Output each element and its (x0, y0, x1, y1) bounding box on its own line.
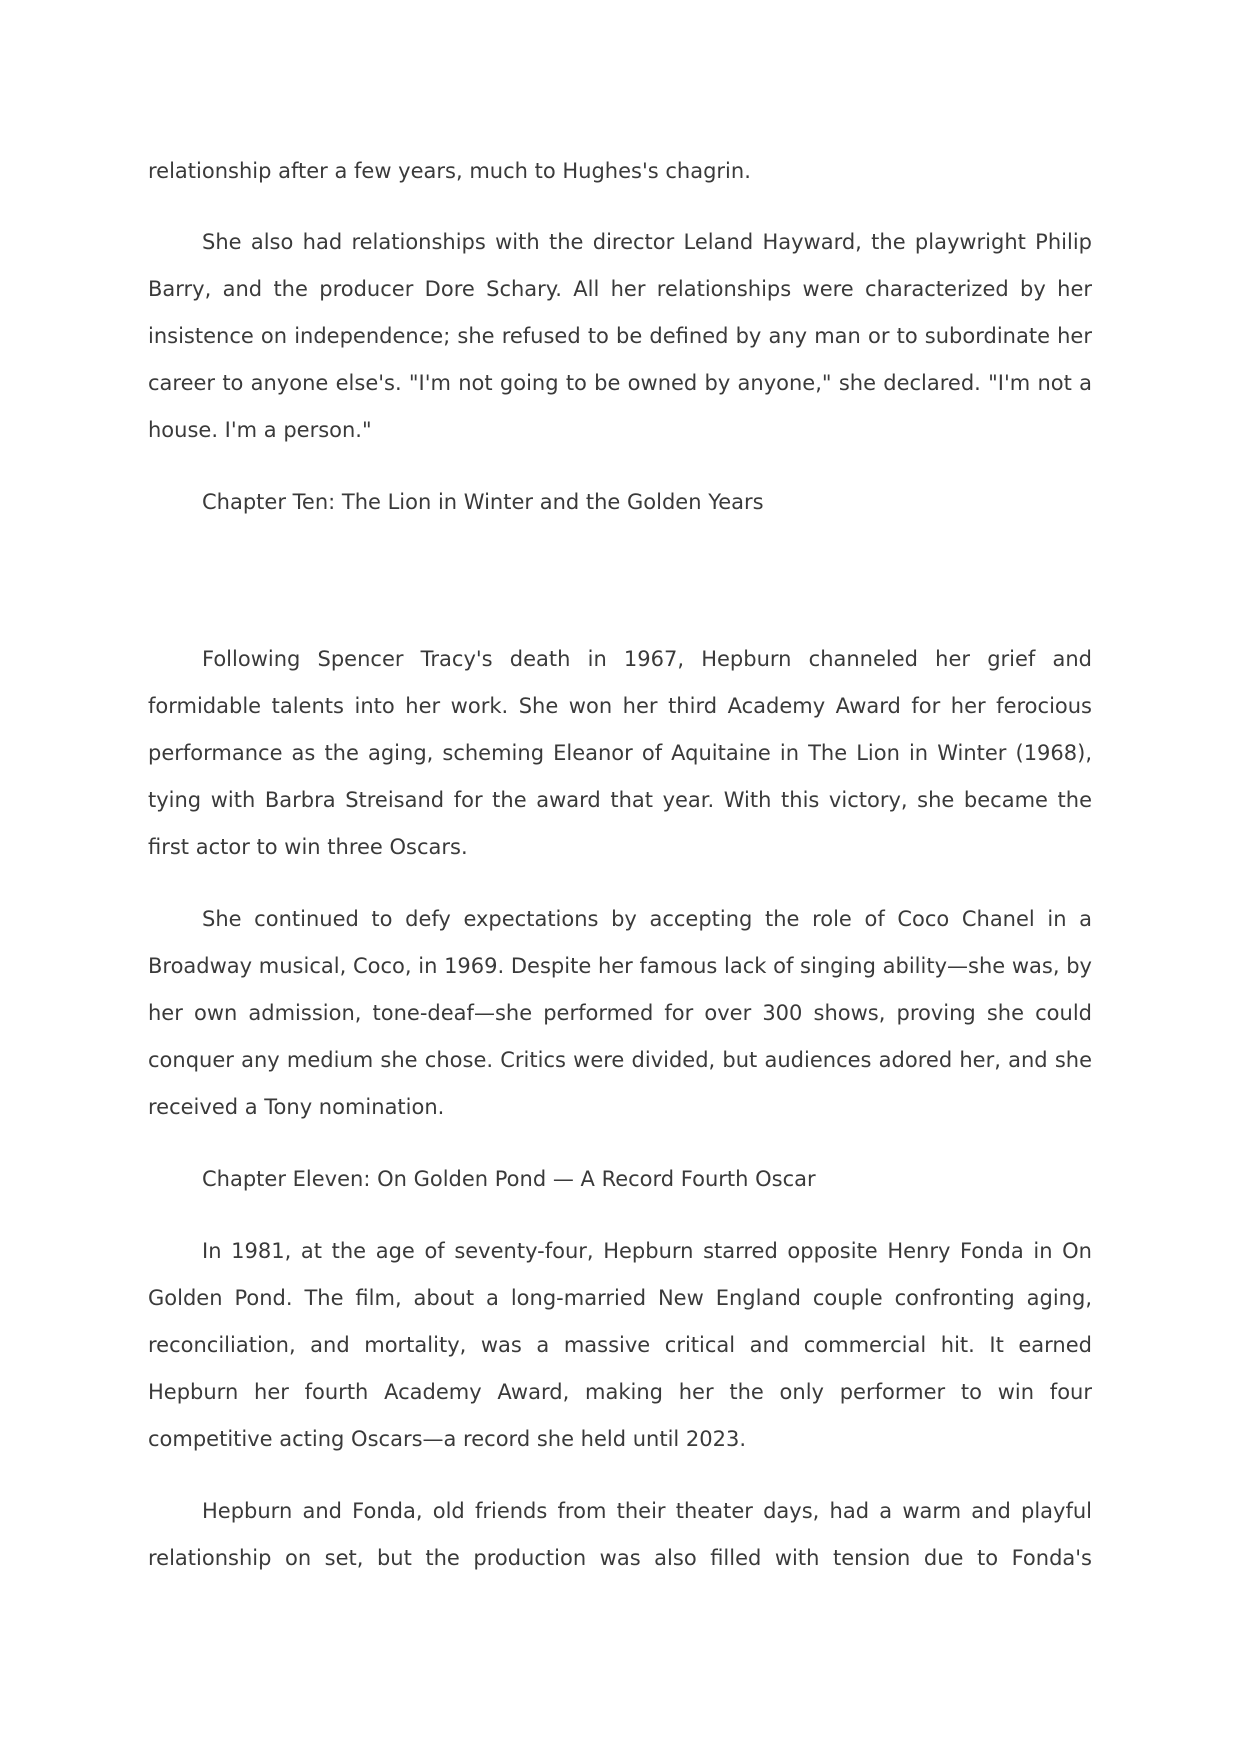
paragraph-coco: She continued to defy expectations by accepting the role of Coco Chanel in a Broadway musical, Coco, in 1969. Despite her famous lack of singing ability—she was, by her own admission, tone-deaf—she performed for over 300 shows, proving she could conquer any medium she chose. Critics were divided, but audiences adored her, and she received a Tony nomination. (148, 907, 1092, 1119)
chapter-eleven-heading: Chapter Eleven: On Golden Pond — A Record Fourth Oscar (202, 1167, 816, 1191)
chapter-ten-heading: Chapter Ten: The Lion in Winter and the Golden Years (202, 490, 764, 514)
paragraph-golden-pond: In 1981, at the age of seventy-four, Hepburn starred opposite Henry Fonda in On Golden Pond. The film, about a long-married New England couple confronting aging, reconciliation, and mortality, was a massive critical and commercial hit. It earned Hepburn her fourth Academy Award, making her the only performer to win four competitive acting Oscars—a record she held until 2023. (148, 1239, 1092, 1451)
paragraph-continued: relationship after a few years, much to Hughes's chagrin. (148, 159, 751, 183)
paragraph-fonda: Hepburn and Fonda, old friends from their theater days, had a warm and playful relationship on set, but the production was also filled with tension due to Fonda's (148, 1499, 1092, 1570)
paragraph-following: Following Spencer Tracy's death in 1967, Hepburn channeled her grief and formidable talents into her work. She won her third Academy Award for her ferocious performance as the aging, scheming Eleanor of Aquitaine in The Lion in Winter (1968), tying with Barbra Streisand for the award that year. With this victory, she became the first actor to win three Oscars. (148, 647, 1092, 859)
paragraph-relationships: She also had relationships with the director Leland Hayward, the playwright Philip Barry, and the producer Dore Schary. All her relationships were characterized by her insistence on independence; she refused to be defined by any man or to subordinate her career to anyone else's. "I'm not going to be owned by anyone," she declared. "I'm not a house. I'm a person." (148, 230, 1092, 442)
